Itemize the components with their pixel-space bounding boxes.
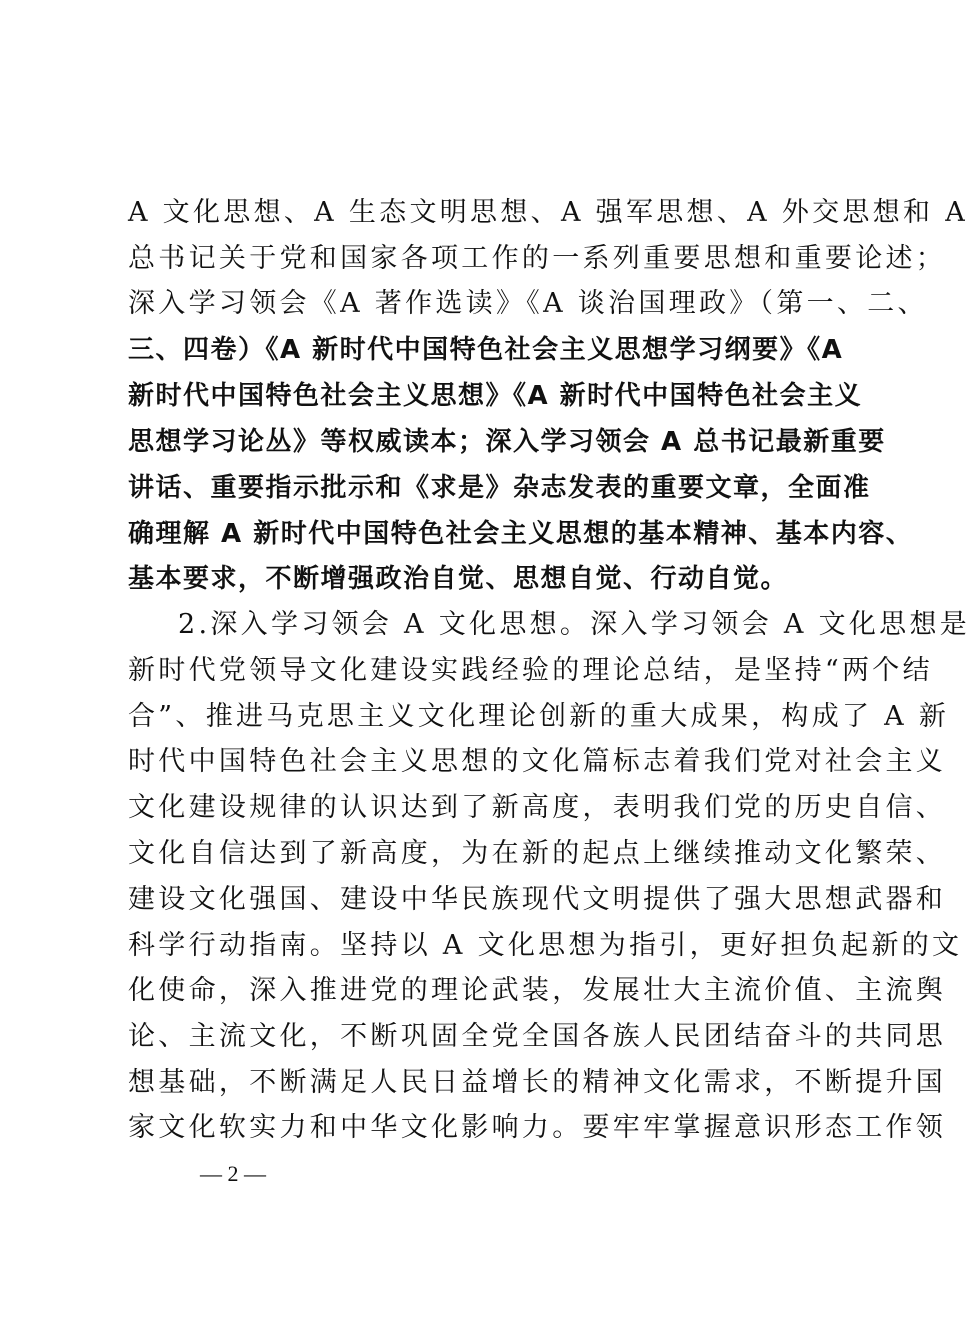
text-line-12: 合”、推进马克思主义文化理论创新的重大成果，构成了 A 新 — [128, 701, 950, 732]
text-line-8: 确理解 A 新时代中国特色社会主义思想的基本精神、基本内容、 — [128, 519, 914, 549]
paragraph-2-first-line: 2.深入学习领会 A 文化思想。深入学习领会 A 文化思想是 — [178, 609, 970, 640]
text-line-7: 讲话、重要指示批示和《求是》杂志发表的重要文章，全面准 — [128, 473, 871, 503]
text-line-15: 文化自信达到了新高度，为在新的起点上继续推动文化繁荣、 — [128, 838, 947, 869]
text-line-21: 家文化软实力和中华文化影响力。要牢牢掌握意识形态工作领 — [128, 1112, 947, 1143]
text-line-1: A 文化思想、A 生态文明思想、A 强军思想、A 外交思想和 A — [128, 197, 969, 228]
text-line-5: 新时代中国特色社会主义思想》《A 新时代中国特色社会主义 — [128, 381, 863, 411]
page-number: — 2 — — [200, 1161, 266, 1186]
text-line-14: 文化建设规律的认识达到了新高度，表明我们党的历史自信、 — [128, 792, 947, 823]
text-line-2: 总书记关于党和国家各项工作的一系列重要思想和重要论述； — [128, 243, 947, 274]
text-line-13: 时代中国特色社会主义思想的文化篇标志着我们党对社会主义 — [128, 746, 947, 777]
text-line-19: 论、主流文化，不断巩固全党全国各族人民团结奋斗的共同思 — [128, 1021, 947, 1052]
text-line-20: 想基础，不断满足人民日益增长的精神文化需求，不断提升国 — [128, 1067, 947, 1098]
text-line-9: 基本要求，不断增强政治自觉、思想自觉、行动自觉。 — [128, 564, 789, 594]
text-line-6: 思想学习论丛》等权威读本；深入学习领会 A 总书记最新重要 — [128, 427, 886, 457]
text-line-4: 三、四卷）《A 新时代中国特色社会主义思想学习纲要》《A — [128, 335, 844, 365]
text-line-17: 科学行动指南。坚持以 A 文化思想为指引，更好担负起新的文 — [128, 930, 963, 961]
text-line-16: 建设文化强国、建设中华民族现代文明提供了强大思想武器和 — [128, 884, 947, 915]
text-line-3: 深入学习领会《A 著作选读》《A 谈治国理政》（第一、二、 — [128, 288, 928, 319]
text-line-11: 新时代党领导文化建设实践经验的理论总结，是坚持“两个结 — [128, 655, 933, 686]
text-line-18: 化使命，深入推进党的理论武装，发展壮大主流价值、主流舆 — [128, 975, 947, 1006]
